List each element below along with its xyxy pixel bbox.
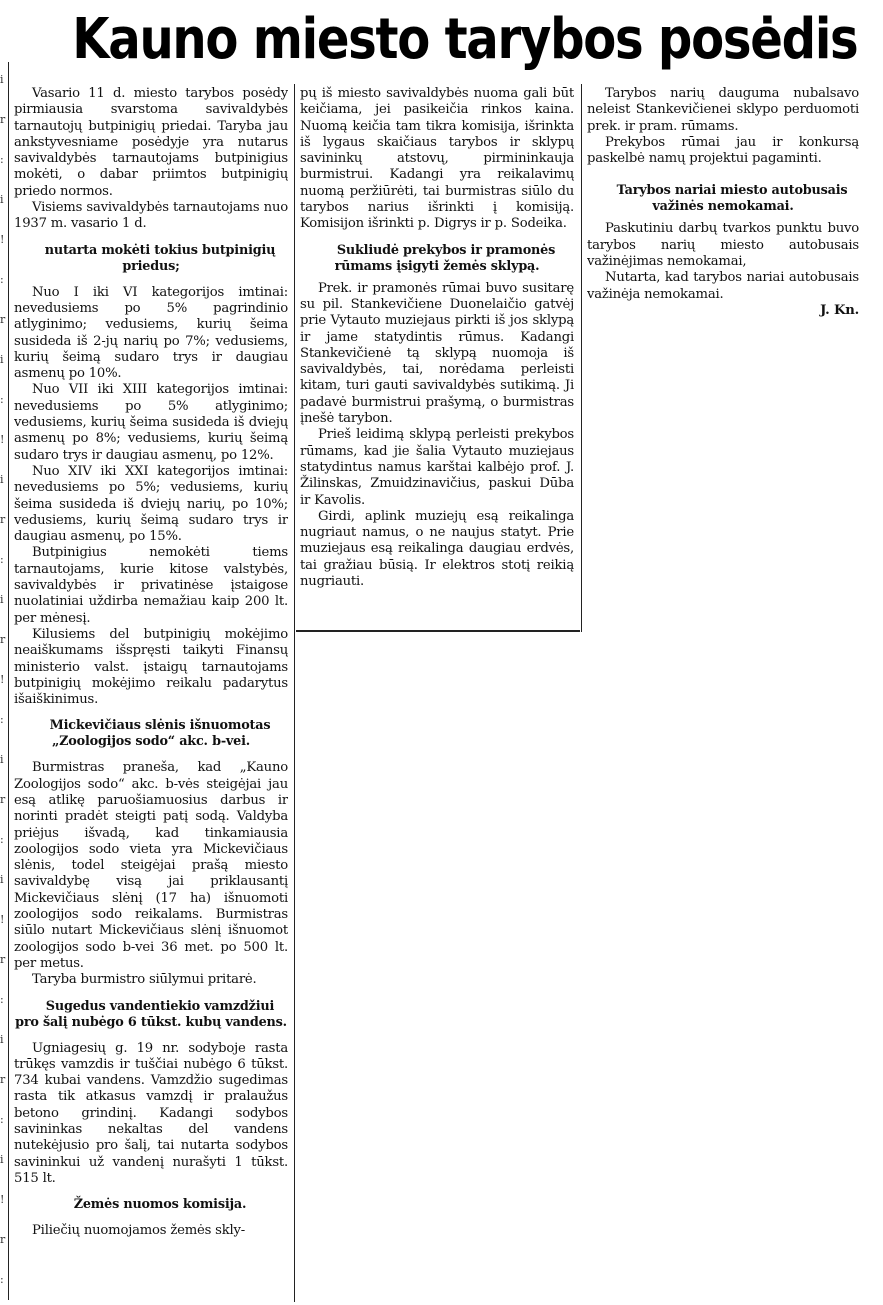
paragraph: Nuo VII iki XIII kategorijos imtinai: nevedusiems po 5% atlyginimo; vedusiems, kurių šeima susideda iš dviejų asmenų po 8%; vedusiems, kurių šeimą sudaro trys ir daugiau asmenų, po 12%.: [14, 382, 288, 463]
subheading: Tarybos nariai miesto autobusais važinės nemokamai.: [616, 183, 848, 215]
paragraph: Nutarta, kad tarybos nariai autobusais važinėja nemokamai.: [587, 270, 859, 302]
margin-mark: :: [0, 1273, 4, 1286]
paragraph: pų iš miesto savivaldybės nuoma gali būt keičiama, jei pasikeičia rinkos kaina. Nuomą keičia tam tikra komisija, išrinkta iš lygaus skaičiaus tarybos ir sklypų savininkų atstovų, pirmininkauja burmistrui. Kadangi yra reikalavimų nuomą peržiūrėti, tai burmistras siūlo du tarybos narius išrinkti į komisiją. Komisijon išrinkti p. Digrys ir p. Sodeika.: [300, 86, 574, 232]
margin-mark: :: [0, 833, 4, 846]
margin-mark: r: [0, 513, 6, 526]
paragraph: Vasario 11 d. miesto tarybos posėdy pirmiausia svarstoma savivaldybės tarnautojų butpinigių priedai. Taryba jau ankstyvesniame posėdyje yra nutarus savivaldybės tarnautojams butpinigius mokėti, o dabar priimtos butpinigių priedo normos.: [14, 86, 288, 199]
column-rule-1: [294, 84, 295, 1302]
paragraph: Burmistras praneša, kad „Kauno Zoologijos sodo“ akc. b-vės steigėjai jau esą atlikę paruošiamuosius darbus ir norinti pradėt steigti patį sodą. Valdyba priėjus išvadą, kad tinkamiausia zoologijos sodo vieta yra Mickevičiaus slėnis, todel steigėjai prašą miesto savivaldybę visą jai priklausantį Mickevičiaus slėnį (17 ha) išnuomoti zoologijos sodo reikalams. Burmistras siūlo nutart Mickevičiaus slėnį išnuomot zoologijos sodo b-vei 36 met. po 500 lt. per metus.: [14, 760, 288, 971]
margin-mark: !: [0, 233, 5, 246]
column-2: [300, 86, 574, 626]
margin-mark: :: [0, 713, 4, 726]
paragraph: Kilusiems del butpinigių mokėjimo neaiškumams išspręsti taikyti Finansų ministerio valst. įstaigų tarnautojams butpinigių mokėjimo reikalu padarytus išaiškinimus.: [14, 626, 288, 708]
column-3: [587, 86, 859, 326]
subheading: nutarta mokėti tokius butpinigių priedus;: [44, 242, 276, 274]
margin-mark: i: [0, 753, 4, 766]
margin-mark: r: [0, 1073, 6, 1086]
paragraph: Prek. ir pramonės rūmai buvo susitarę su pil. Stankevičiene Duonelaičio gatvėj prie Vytauto muziejaus pirkti iš jos sklypą ir jame statydintis rūmus. Kadangi Stankevičienė tą sklypą nuomoja iš savivaldybės, tai, norėdama perleisti kitam, turi gauti savivaldybės sutikimą. Ji padavė burmistrui prašymą, o burmistras įnešė tarybon.: [300, 280, 574, 427]
margin-mark: i: [0, 593, 4, 606]
margin-mark: !: [0, 913, 5, 926]
headline: Kauno miesto tarybos posėdis: [72, 7, 858, 72]
margin-mark: :: [0, 393, 4, 406]
paragraph: Girdi, aplink muziejų esą reikalinga nugriaut namus, o ne naujus statyt. Prie muziejaus esą reikalinga daugiau erdvės, tai gražiau būsią. Ir elektros stotį reikią nugriauti.: [300, 508, 574, 590]
subheading: Mickevičiaus slėnis išnuomotas „Zoologijos sodo“ akc. b-vei.: [49, 718, 271, 750]
margin-mark: i: [0, 193, 4, 206]
margin-mark: :: [0, 993, 4, 1006]
subheading: Žemės nuomos komisija.: [73, 1197, 247, 1213]
paragraph: Ugniagesių g. 19 nr. sodyboje rasta trūkęs vamzdis ir tuščiai nubėgo 6 tūkst. 734 kubai vandens. Vamzdžio sugedimas rasta tik atkasus vamzdį ir pralaužus betono grindinį. Kadangi sodybos savininkas nekaltas del vandens nutekėjusio pro šalį, tai nutarta sodybos savininkui už vandenį nurašyti 1 tūkst. 515 lt.: [14, 1040, 288, 1186]
paragraph: Prekybos rūmai jau ir konkursą paskelbė namų projektui pagaminti.: [587, 134, 859, 167]
margin-mark: i: [0, 473, 4, 486]
column-1: [14, 86, 288, 1302]
subheading: Sugedus vandentiekio vamzdžiui pro šalį nubėgo 6 tūkst. kubų vandens.: [15, 998, 287, 1030]
margin-mark: !: [0, 1193, 5, 1206]
subheading: Sukliudė prekybos ir pramonės rūmams įsigyti žemės sklypą.: [334, 242, 556, 274]
margin-mark: !: [0, 673, 5, 686]
margin-mark: i: [0, 873, 4, 886]
paragraph: Nuo XIV iki XXI kategorijos imtinai: nevedusiems po 5%; vedusiems, kurių šeima susideda iš dviejų narių, po 10%; vedusiems, kurių šeimą sudaro trys ir daugiau asmenų, po 15%.: [14, 463, 288, 545]
paragraph: Nuo I iki VI kategorijos imtinai: nevedusiems po 5% pagrindinio atlyginimo; vedusiems, kurių šeima susideda iš 2-jų narių po 7%; vedusiems, kurių šeimą sudaro trys ir daugiau asmenų po 10%.: [14, 284, 288, 382]
margin-mark: r: [0, 113, 6, 126]
paragraph: Butpinigius nemokėti tiems tarnautojams, kurie kitose valstybės, savivaldybės ir privatinėse įstaigose nuolatiniai uždirba nemažiau kaip 200 lt. per mėnesį.: [14, 545, 288, 626]
column-rule-left: [8, 62, 9, 1300]
signature: J. Kn.: [820, 302, 859, 318]
margin-mark: r: [0, 953, 6, 966]
column-end-rule: [296, 630, 580, 632]
margin-mark: i: [0, 1153, 4, 1166]
margin-mark: r: [0, 793, 6, 806]
column-rule-2: [581, 84, 582, 632]
margin-mark: i: [0, 353, 4, 366]
paragraph: Piliečių nuomojamos žemės skly-: [32, 1223, 246, 1239]
paragraph: Tarybos narių dauguma nubalsavo neleist Stankevičienei sklypo perduomoti prek. ir pram. rūmams.: [587, 86, 859, 134]
paragraph: Prieš leidimą sklypą perleisti prekybos rūmams, kad jie šalia Vytauto muziejaus statydintus namus karštai kalbėjo prof. J. Žilinskas, Zmuidzinavičius, paskui Dūba ir Kavolis.: [300, 427, 574, 508]
paragraph: Paskutiniu darbų tvarkos punktu buvo tarybos narių miesto autobusais važinėjimas nemokamai,: [587, 221, 859, 270]
margin-mark: i: [0, 73, 4, 86]
margin-mark: :: [0, 1113, 4, 1126]
paragraph: Taryba burmistro siūlymui pritarė.: [32, 972, 257, 988]
paragraph: Visiems savivaldybės tarnautojams nuo 1937 m. vasario 1 d.: [14, 200, 288, 232]
margin-mark: :: [0, 553, 4, 566]
margin-mark: r: [0, 1233, 6, 1246]
margin-mark: r: [0, 633, 6, 646]
margin-mark: :: [0, 153, 4, 166]
margin-mark: r: [0, 313, 6, 326]
margin-mark: i: [0, 1033, 4, 1046]
margin-mark: !: [0, 433, 5, 446]
margin-marks: [0, 60, 6, 1300]
margin-mark: :: [0, 273, 4, 286]
